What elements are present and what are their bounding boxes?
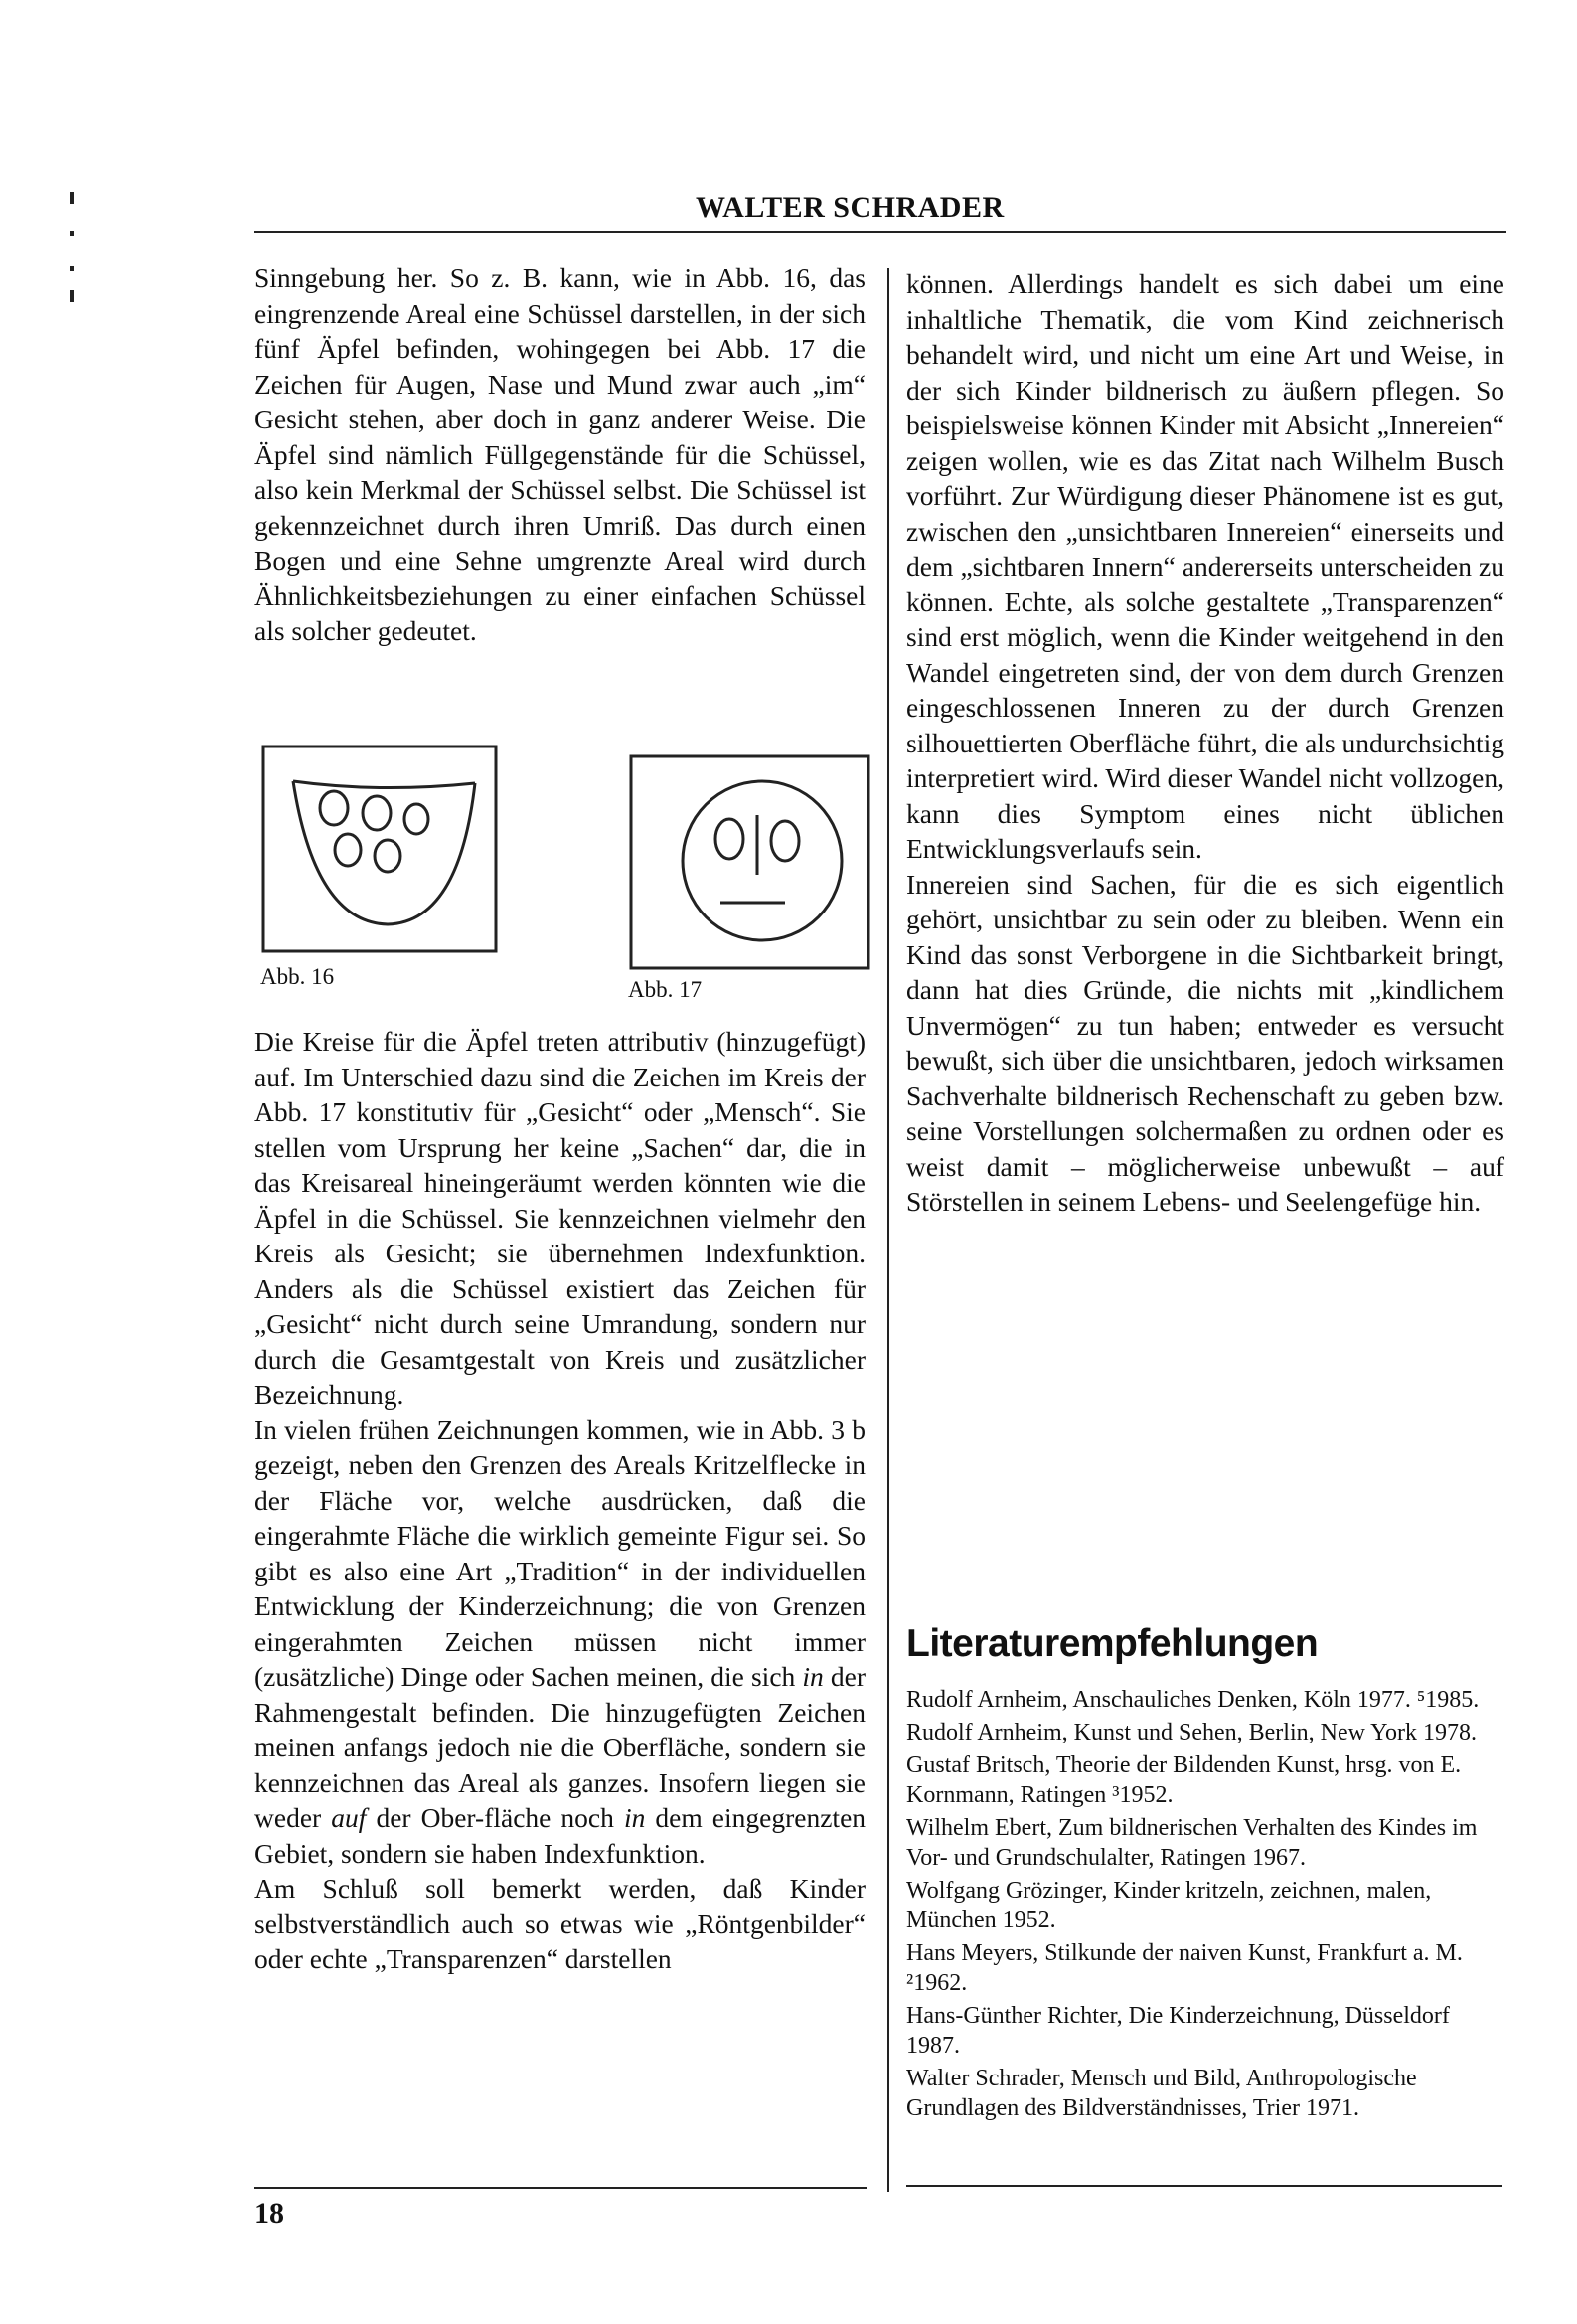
- right-column: [906, 266, 1504, 1220]
- reference-item: Hans-Günther Richter, Die Kinderzeichnung, Düsseldorf 1987.: [906, 2003, 1450, 2059]
- paragraph: können. Allerdings handelt es sich dabei um eine inhaltliche Thematik, die vom Kind zeichnerisch behandelt wird, und nicht um eine Art und Weise, in der sich Kinder bildnerisch zu äußern pflegen. So beispielsweise können Kinder mit Absicht „Innereien“ zeigen wollen, wie es das Zitat nach Wilhelm Busch vorführt. Zur Würdigung dieser Phänomene ist es gut, zwischen den „unsichtbaren Innereien“ einerseits und dem „sichtbaren Innern“ andererseits unterscheiden zu können. Echte, als solche gestaltete „Transparenzen“ sind erst möglich, wenn die Kinder weitgehend in den Wandel eingetreten sind, der von dem durch Grenzen eingeschlossenen Inneren zu der durch Grenzen silhouettierten Oberfläche führt, die als undurchsichtig interpretiert wird. Wird dieser Wandel nicht vollzogen, kann dies Symptom eines nicht üblichen Entwicklungsverlaufs sein.: [906, 268, 1505, 864]
- figure-16-bowl: [260, 744, 499, 957]
- emphasis: in: [623, 1802, 646, 1833]
- figure-17-face: [628, 753, 871, 972]
- paragraph: Die Kreise für die Äpfel treten attributiv (hinzugefügt) auf. Im Unterschied dazu sind die Zeichen im Kreis der Abb. 17 konstitutiv für „Gesicht“ oder „Mensch“. Sie stellen vom Ursprung her keine „Sachen“ dar, die in das Kreisareal hineingeräumt werden könnten wie die Äpfel in die Schüssel. Sie kennzeichnen vielmehr den Kreis als Gesicht; sie übernehmen Indexfunktion. Anders als die Schüssel existiert das Zeichen für „Gesicht“ nicht durch seine Umrandung, sondern nur durch die Gesamtgestalt von Kreis und zusätzlicher Bezeichnung.: [254, 1026, 866, 1410]
- text-run: der Rahmengestalt befinden. Die hinzugefügten Zeichen meinen anfangs jedoch nie die Oberfläche, sondern sie kennzeichnen das Areal als ganzes. Insofern liegen sie weder: [254, 1661, 867, 1833]
- page-number: 18: [254, 2197, 284, 2230]
- left-column-bottom: [254, 1024, 866, 1977]
- text-run: dem eingegrenzten Gebiet, sondern sie haben Indexfunktion.: [254, 1802, 867, 1869]
- reference-list: [906, 1685, 1504, 2126]
- column-divider: [887, 268, 889, 2192]
- header-rule: [254, 231, 1506, 233]
- figure-17-caption: Abb. 17: [628, 977, 703, 1002]
- margin-mark: [70, 266, 74, 271]
- emphasis: in: [802, 1661, 824, 1692]
- margin-mark: [70, 231, 74, 236]
- text-run: In vielen frühen Zeichnungen kommen, wie in Abb. 3 b gezeigt, neben den Grenzen des Areals Kritzelflecke in der Fläche vor, welche ausdrücken, daß die eingerahmte Fläche die wirklich gemeinte Figur sei. So gibt es also eine Art „Tradition“ in der individuellen Entwicklung der Kinderzeichnung; die von Grenzen eingerahmten Zeichen müssen nicht immer (zusätzliche) Dinge oder Sachen meinen, die sich: [254, 1413, 866, 1692]
- running-header: WALTER SCHRADER: [696, 191, 1005, 224]
- margin-mark: [70, 290, 74, 302]
- reference-item: Walter Schrader, Mensch und Bild, Anthropologische Grundlagen des Bildverständnisses, Trier 1971.: [906, 2066, 1417, 2121]
- figure-16-caption: Abb. 16: [260, 964, 335, 989]
- reference-item: Hans Meyers, Stilkunde der naiven Kunst, Frankfurt a. M. ²1962.: [906, 1940, 1463, 1996]
- reference-item: Wilhelm Ebert, Zum bildnerischen Verhalten des Kindes im Vor- und Grundschulalter, Ratingen 1967.: [906, 1815, 1478, 1871]
- literature-heading: Literaturempfehlungen: [906, 1622, 1319, 1665]
- paragraph: Am Schluß soll bemerkt werden, daß Kinder selbstverständlich auch so etwas wie „Röntgenbilder“ oder echte „Transparenzen“ darstellen: [254, 1873, 866, 1974]
- margin-mark: [70, 192, 74, 204]
- footer-rule-right: [906, 2185, 1502, 2187]
- left-column-top: [254, 260, 866, 649]
- paragraph: Innereien sind Sachen, für die es sich eigentlich gehört, unsichtbar zu sein oder zu bleiben. Wenn ein Kind das sonst Verborgene in die Sichtbarkeit bringt, dann hat dies Gründe, die nichts mit „kindlichem Unvermögen“ zu tun haben; entweder es versucht bewußt, sich über die unsichtbaren, jedoch wirksamen Sachverhalte bildnerisch Rechenschaft zu geben bzw. seine Vorstellungen solchermaßen zu ordnen oder es weist damit – möglicherweise unbewußt – auf Störstellen in seinem Lebens- und Seelengefüge hin.: [906, 868, 1504, 1217]
- reference-item: Rudolf Arnheim, Anschauliches Denken, Köln 1977. ⁵1985.: [906, 1687, 1480, 1713]
- paragraph: [254, 1412, 866, 1872]
- reference-item: Gustaf Britsch, Theorie der Bildenden Kunst, hrsg. von E. Kornmann, Ratingen ³1952.: [906, 1752, 1462, 1808]
- footer-rule-left: [254, 2187, 867, 2189]
- reference-item: Wolfgang Grözinger, Kinder kritzeln, zeichnen, malen, München 1952.: [906, 1878, 1432, 1933]
- paragraph: Sinngebung her. So z. B. kann, wie in Abb. 16, das eingrenzende Areal eine Schüssel darstellen, in der sich fünf Äpfel befinden, wohingegen bei Abb. 17 die Zeichen für Augen, Nase und Mund zwar auch „im“ Gesicht stehen, aber doch in ganz anderer Weise. Die Äpfel sind nämlich Füllgegenstände für die Schüssel, also kein Merkmal der Schüssel selbst. Die Schüssel ist gekennzeichnet durch ihren Umriß. Das durch einen Bogen und eine Sehne umgrenzte Areal wird durch Ähnlichkeitsbeziehungen zu einer einfachen Schüssel als solcher gedeutet.: [254, 262, 866, 646]
- text-run: der Ober-fläche noch: [376, 1802, 614, 1833]
- reference-item: Rudolf Arnheim, Kunst und Sehen, Berlin, New York 1978.: [906, 1720, 1477, 1745]
- emphasis: auf: [331, 1802, 367, 1833]
